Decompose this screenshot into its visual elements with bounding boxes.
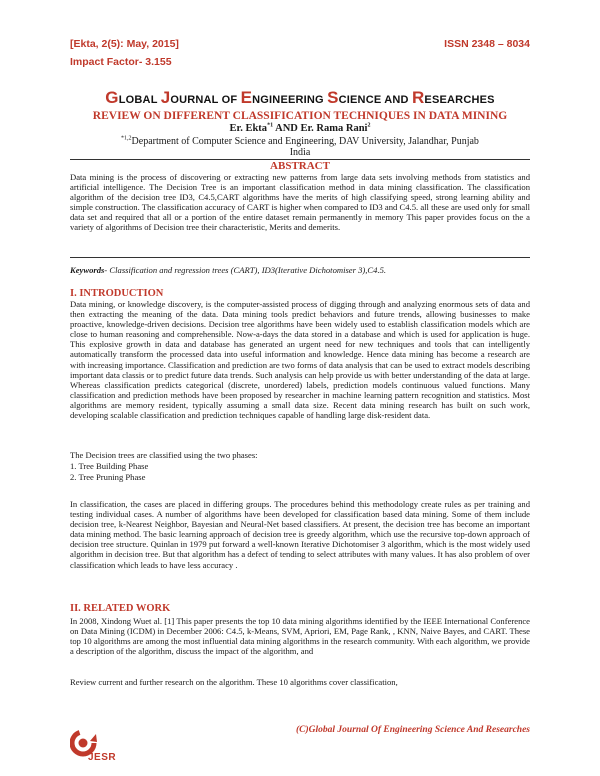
keywords: Keywords- Classification and regression trees (CART), ID3(Iterative Dichotomiser 3),C4.5. xyxy=(70,265,387,275)
abstract-heading: ABSTRACT xyxy=(270,160,330,172)
footer-copyright: (C)Global Journal Of Engineering Science And Researches xyxy=(296,725,530,735)
impact-factor: Impact Factor- 3.155 xyxy=(70,56,172,68)
section-related-work-heading: II. RELATED WORK xyxy=(70,603,171,614)
related-paragraph-2: Review current and further research on the algorithm. These 10 algorithms cover classification, xyxy=(70,677,398,687)
phase-1: 1. Tree Building Phase xyxy=(70,461,149,471)
affiliation: $^{*1,2}$Department of Computer Science and Engineering, DAV University, Jalandhar, Punjab India xyxy=(121,135,479,158)
intro-paragraph-2: In classification, the cases are placed in differing groups. The procedures behind this methodology create rules as per training and testing individual cases. A number of algorithms have been developed for classification based data mining. Some of them include decision tree, k-Nearest Neighbor, Bayesian and Neural-Net based classifiers. At present, the decision tree has become an important data mining method. The basic learning approach of decision tree is greedy algorithm, which use the recursive top-down approach of decision tree structure. Quinlan in 1979 put forward a well-known Iterative Dichotomiser 3 algorithm, which is the most widely used algorithm in decision tree. But that algorithm has a defect of tending to select attributes with many values. It has also problem of over classification which leads to have less accuracy . xyxy=(70,499,530,570)
citation-header: [Ekta, 2(5): May, 2015] xyxy=(70,38,179,50)
journal-name: GLOBAL JOURNAL OF ENGINEERING SCIENCE AND RESEARCHES xyxy=(105,88,495,107)
abstract-bottom-rule xyxy=(70,257,530,258)
journal-logo xyxy=(70,730,130,762)
paper-title: REVIEW ON DIFFERENT CLASSIFICATION TECHNIQUES IN DATA MINING xyxy=(92,110,508,122)
abstract-text: Data mining is the process of discovering or extracting new patterns from large data sets involving methods from statistics and artificial intelligence. The Decision Tree is an important classification method in data mining classification. The classification algorithm of the decision tree ID3, C4.5,CART algorithms have the merits of high classifying speed, strong learning ability and simple construction. The classification accuracy of CART is higher when compared to ID3 and C4.5. all these are used only for small data set and required that all or a portion of the entire dataset remain permanently in memory This paper provides focus on the a variety of algorithms of Decision tree their characteristic, Merits and demerits. xyxy=(70,172,530,233)
authors: Er. Ekta$^{*1}$ AND Er. Rama Rani$^2$ xyxy=(229,122,371,134)
logo-text: JESR xyxy=(88,752,117,763)
phase-2: 2. Tree Pruning Phase xyxy=(70,472,146,482)
section-introduction-heading: I. INTRODUCTION xyxy=(70,288,164,299)
phases-intro: The Decision trees are classified using the two phases: xyxy=(70,450,258,460)
related-paragraph-1: In 2008, Xindong Wuet al. [1] This paper presents the top 10 data mining algorithms identified by the IEEE International Conference on Data Mining (ICDM) in December 2006: C4.5, k-Means, SVM, Apriori, EM, Page Rank, , KNN, Naive Bayes, and CART. These top 10 algorithms are among the most influential data mining algorithms in the research community. With each algorithm, we provide a description of the algorithm, discuss the impact of the algorithm, and xyxy=(70,616,530,657)
intro-paragraph-1: Data mining, or knowledge discovery, is the computer-assisted process of digging through and analyzing enormous sets of data and then extracting the meaning of the data. Data mining tools predict behaviors and future trends, allowing businesses to make proactive, knowledge-driven decisions. Decision tree algorithms have been widely used to establish classification models which are close to human reasoning and comprehensible. Now-a-days the data stored in a database and which is used for application is huge. This explosive growth in data and database has generated an urgent need for new techniques and tools that can intelligently automatically transform the processed data into useful information and knowledge. Hence data mining has become a research are with increasing importance. Classification and prediction are two forms of data analysis that can be used to extract models describing important data classis or to predict future data trends. Such analysis can help provide us with better understanding of the data at large. Whereas classification predicts categorical (discrete, unordered) labels, prediction models continuous valued functions. Many classification and prediction methods have been proposed by researcher in machine learning pattern recognition and statistics. Most algorithms are memory resident, typically assuming a small data size. Recent data mining research has built on such work, developing scalable classification and prediction techniques capable of handling large disk-resident data. xyxy=(70,299,530,421)
issn-header: ISSN 2348 – 8034 xyxy=(444,38,530,50)
